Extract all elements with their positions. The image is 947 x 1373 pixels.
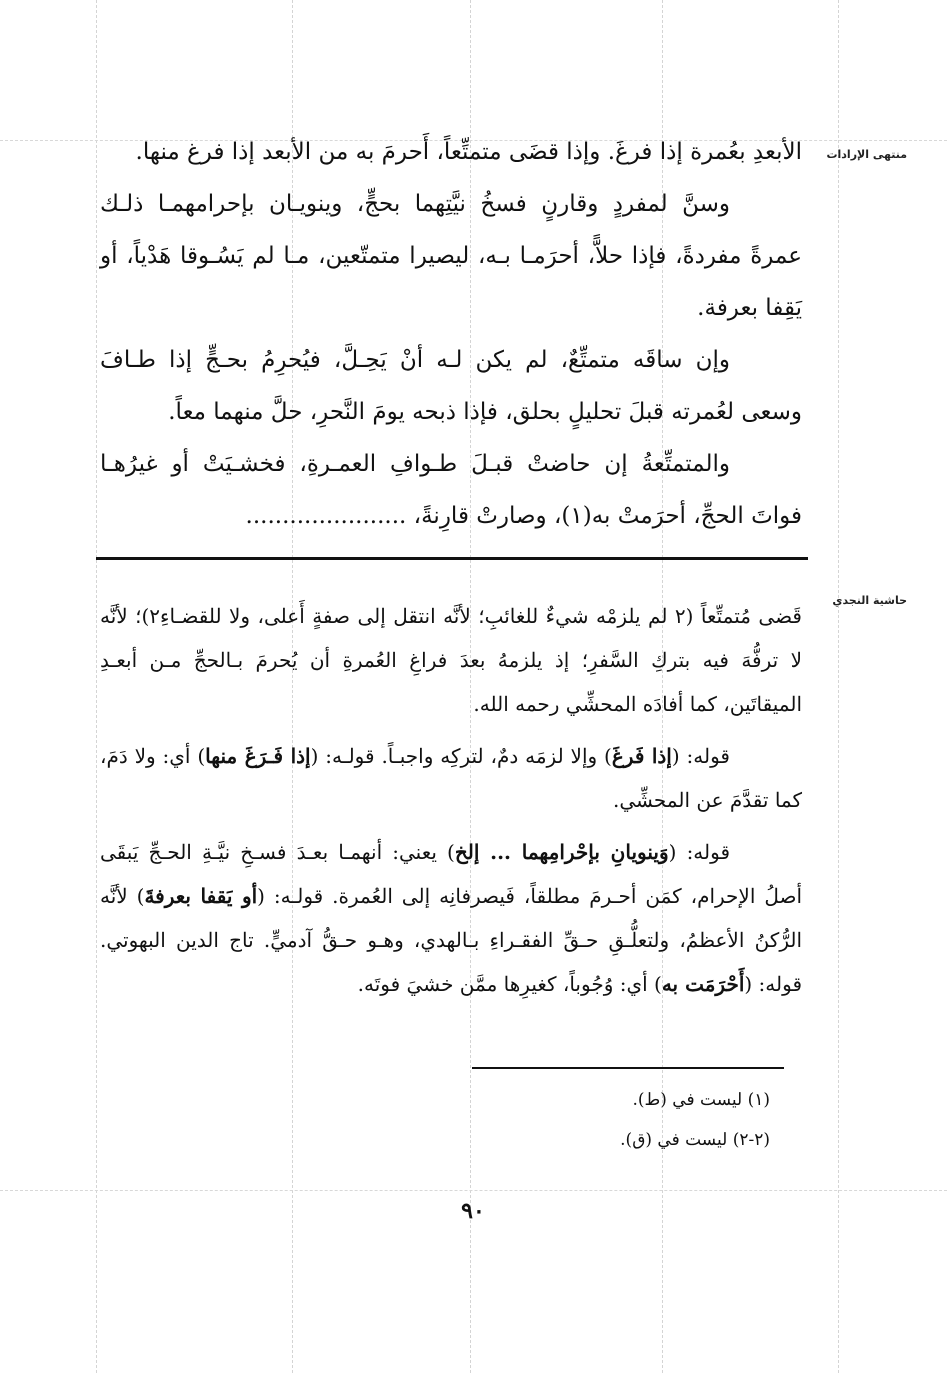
footnote-divider [472, 1067, 784, 1069]
quoted-term: أَحْرَمَت به [661, 972, 745, 996]
main-paragraph: والمتمتِّعةُ إن حاضتْ قبـلَ طـوافِ العمـرةِ، فخشـيَتْ أو غيرُهـا فواتَ الحجِّ، أحرَمتْ به(١)، وصارتْ قارِنةً، ...................... [100, 451, 802, 529]
commentary-text-run: قوله: ( [671, 744, 730, 768]
main-paragraph: وإن ساقَه متمتِّعٌ، لم يكن لـه أنْ يَحِـلَّ، فيُحرِمُ بحـجٍّ إذا طـافَ وسعى لعُمرته قبلَ تحليلٍ بحلق، فإذا ذبحه يومَ النَّحرِ، حلَّ منهما معاً. [100, 347, 802, 425]
quoted-term: إذا فَـرَغَ منها [205, 744, 311, 768]
commentary-text-run: ) أي: ولا دَمَ، كما تقدَّمَ عن المحشِّي. [100, 744, 802, 812]
footnote: (٢-٢) ليست في (ق). [620, 1130, 770, 1150]
quoted-term: إذا فَرغَ [611, 744, 672, 768]
commentary-paragraph [100, 830, 802, 1006]
section-divider [96, 557, 808, 560]
commentary-text [100, 594, 802, 1006]
main-source-label: منتهى الإرادات [826, 148, 907, 161]
commentary-text-run: ) لأنَّه الرُّكنُ الأعظمُ، ولتعلُّـقِ حـقِّ الفقـراءِ بـالهدي، وهـو حـقُّ آدميٍّ. تاج الدين البهوتي. قوله: ( [100, 884, 802, 996]
footnote: (١) ليست في (ط). [632, 1090, 770, 1110]
commentary-text-run: ) وإلا لزمَه دمٌ، لتركِه واجبـاً. قولـه: ( [310, 744, 612, 768]
commentary-label: حاشية النجدي [832, 594, 907, 607]
main-paragraph: وسنَّ لمفردٍ وقارنٍ فسخُ نيَّتِهما بحجٍّ، وينويـان بإحرامهمـا ذلـك عمرةً مفردةً، فإذا حلاًّ، أحرَمـا بـه، ليصيرا متمتّعين، مـا لم يَسُـوقا هَدْياً، أو يَقِفا بعرفة. [100, 191, 802, 321]
footnotes [300, 1080, 770, 1160]
commentary-text-run: ) أي: وُجُوباً، كغيرِها ممَّن خشيَ فوتَه. [357, 972, 662, 996]
commentary-paragraph [100, 734, 802, 822]
page-number: ٩٠ [461, 1198, 485, 1224]
main-paragraph: الأبعدِ بعُمرة إذا فرغَ. وإذا قضَى متمتِّعاً، أَحرمَ به من الأبعد إذا فرغ منها. [135, 139, 802, 165]
commentary-paragraph: قَضى مُتمتِّعاً (٢ لم يلزمْه شيءٌ للغائبِ؛ لأنَّه انتقل إلى صفةٍ أَعلى، ولا للقضـاءِ٢)؛ لأنَّه لا ترفُّهَ فيه بتركِ السَّفرِ؛ إذ يلزمهُ بعدَ فراغِ العُمرةِ أن يُحرمَ بـالحجِّ مـن أبعـدِ الميقاتَين، كما أفادَه المحشِّي رحمه الله. [100, 604, 802, 716]
commentary-text-run: قوله: ( [668, 840, 731, 864]
scan-guide-line [838, 0, 839, 1373]
scan-guide-line [0, 1190, 947, 1191]
scan-guide-line [96, 0, 97, 1373]
commentary-text-run: ) يعني: أنهمـا بعـدَ فسـخِ نيَّـةِ الحـجِّ يَبقَى أصلُ الإحرام، كمَن أحـرمَ مطلقاً، فَيصرفانِه إلى العُمرة. قولـه: ( [100, 840, 803, 908]
main-text [100, 126, 802, 542]
quoted-term: أو يَقفا بعرفةَ [144, 884, 258, 908]
quoted-term: وَينويانِ بإحْرامِهما ... إلخ [454, 840, 669, 864]
